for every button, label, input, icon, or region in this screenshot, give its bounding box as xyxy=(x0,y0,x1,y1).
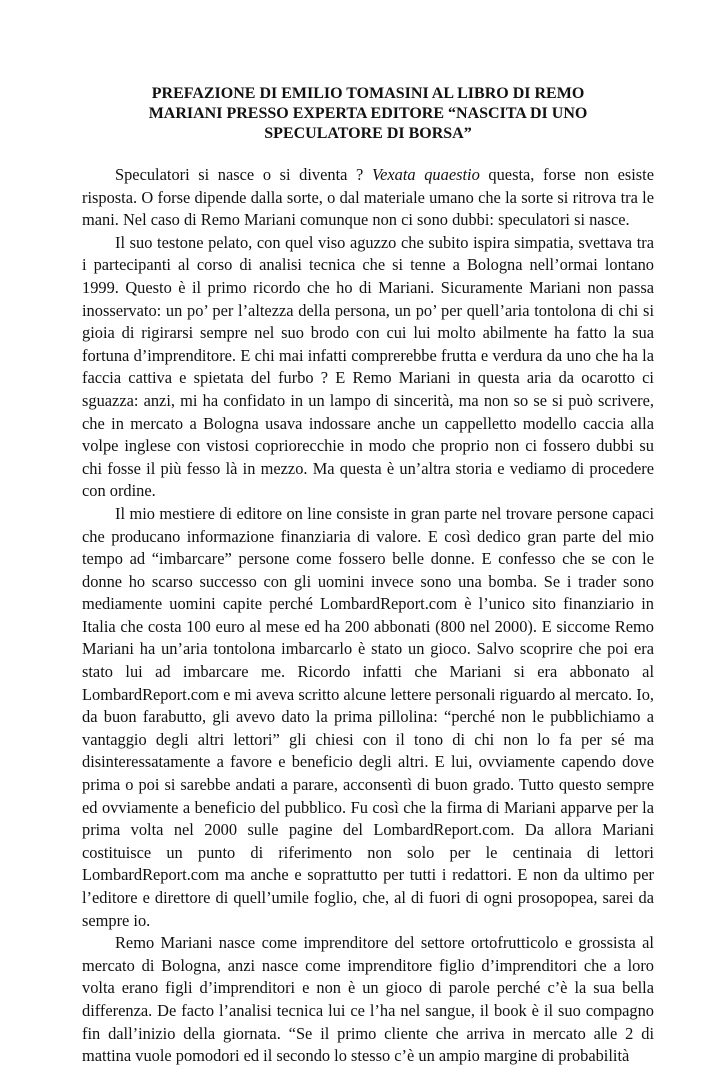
paragraph-4: Remo Mariani nasce come imprenditore del settore ortofrutticolo e grossista al mercato di Bologna, anzi nasce come imprenditore figlio d’imprenditori che a loro volta erano figli d’imprenditori e non è un gioco di parole perché c’è la sua bella differenza. De facto l’analisi tecnica lui ce l’ha nel sangue, il book è il suo compagno fin dall’inizio della giornata. “Se il primo cliente che arriva in mercato alle 2 di mattina vuole pomodori ed il secondo lo stesso c’è un ampio margine di probabilità xyxy=(82,933,654,1066)
paragraph-1-italic: Vexata quaestio xyxy=(371,165,480,184)
paragraph-1-end: questa, forse non esiste risposta. O forse dipende dalla sorte, o dal materiale umano che la sorte si ritrova tra le mani. Nel caso di Remo Mariani comunque non ci sono dubbi: speculatori si nasce. xyxy=(82,165,654,230)
document-page xyxy=(82,84,654,1068)
title-line-1: PREFAZIONE DI EMILIO TOMASINI AL LIBRO DI REMO xyxy=(151,85,585,102)
paragraph-3: Il mio mestiere di editore on line consiste in gran parte nel trovare persone capaci che producano informazione finanziaria di valore. E così dedico gran parte del mio tempo ad “imbarcare” persone come fossero belle donne. E confesso che se con le donne ho scarso successo con gli uomini invece sono una bomba. Se i trader sono mediamente uomini capite perché LombardReport.com è l’unico sito finanziario in Italia che costa 100 euro al mese ed ha 200 abbonati (800 nel 2000). E siccome Remo Mariani ha un’aria tontolona imbarcarlo è stato un gioco. Salvo scoprire che poi era stato lui ad imbarcare me. Ricordo infatti che Mariani si era abbonato al LombardReport.com e mi aveva scritto alcune lettere personali riguardo al mercato. Io, da buon farabutto, gli avevo dato la prima pillolina: “perché non le pubblichiamo a vantaggio degli altri lettori” gli chiesi con il tono di chi non lo fa per sé ma disinteressatamente a favore e beneficio degli altri. E lui, ovviamente capendo dove prima o poi si sarebbe andati a parare, acconsentì di buon grado. Tutto questo sempre ed ovviamente a beneficio del pubblico. Fu così che la firma di Mariani apparve per la prima volta nel 2000 sulle pagine del LombardReport.com. Da allora Mariani costituisce un punto di riferimento non solo per le centinaia di lettori LombardReport.com ma anche e soprattutto per tutti i redattori. E non da ultimo per l’editore e direttore di quell’umile foglio, che, al di fuori di ogni prosopopea, sarei da sempre io. xyxy=(82,503,654,930)
document-title xyxy=(82,84,654,144)
title-line-3: SPECULATORE DI BORSA” xyxy=(264,125,472,142)
title-line-2: MARIANI PRESSO EXPERTA EDITORE “NASCITA DI UNO xyxy=(148,105,588,122)
paragraph-2: Il suo testone pelato, con quel viso aguzzo che subito ispira simpatia, svettava tra i partecipanti al corso di analisi tecnica che si tenne a Bologna nell’ormai lontano 1999. Questo è il primo ricordo che ho di Mariani. Sicuramente Mariani non passa inosservato: un po’ per l’altezza della persona, un po’ per quell’aria tontolona di chi si gioia di rigirarsi sempre nel suo brodo con cui lui molto abilmente ha fatto la sua fortuna d’imprenditore. E chi mai infatti comprerebbe frutta e verdura da uno che ha la faccia cattiva e spietata del furbo ? E Remo Mariani in questa aria da ocarotto ci sguazza: anzi, mi ha confidato in un lampo di sincerità, ma non so se si può scrivere, che in mercato a Bologna usava indossare anche un cappelletto modello caccia alla volpe inglese con vistosi copriorecchie in modo che proprio non ci fossero dubbi su chi fosse il più fesso là in mezzo. Ma questa è un’altra storia e vediamo di procedere con ordine. xyxy=(82,232,654,501)
paragraph-1-start: Speculatori si nasce o si diventa ? xyxy=(115,165,372,184)
paragraph-1 xyxy=(82,164,654,232)
